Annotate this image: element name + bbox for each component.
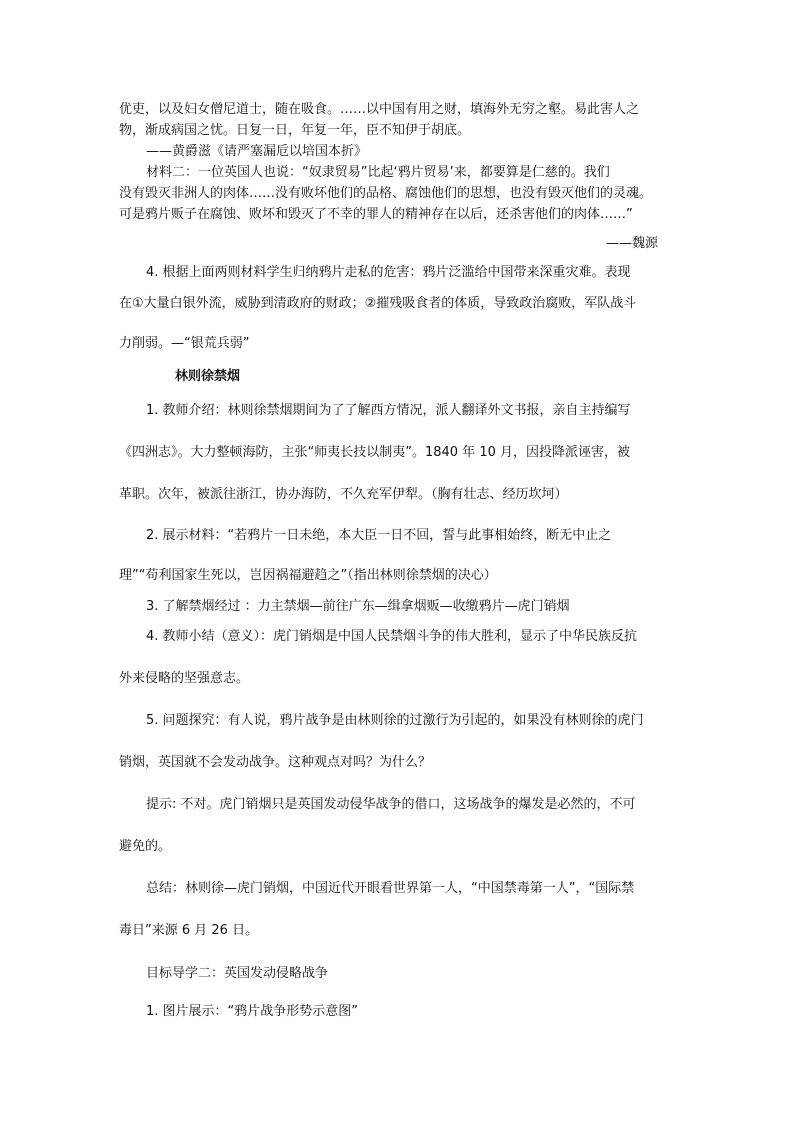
item-3-line-1: 3. 了解禁烟经过 ：力主禁烟—前往广东—缉拿烟贩—收缴鸦片—虎门销烟 xyxy=(146,599,570,614)
quote-1-line-2: 物，渐成病国之忧。日复一日，年复一年，臣不知伊于胡底。 xyxy=(119,123,471,138)
quote-1-source: ——黄爵滋《请严塞漏卮以培国本折》 xyxy=(146,144,368,159)
quote-2-line-2: 没有毁灭非洲人的肉体……没有败坏他们的品格、腐蚀他们的思想，也没有毁灭他们的灵魂。 xyxy=(119,186,653,201)
item-1-line-2: 《四洲志》。大力整顿海防，主张“师夷长技以制夷”。1840 年 10 月，因投降派诬害，被 xyxy=(119,445,630,460)
summary-line-1: 总结：林则徐—虎门销烟，中国近代开眼看世界第一人，“中国禁毒第一人”，“国际禁 xyxy=(146,881,635,896)
item-2-line-2: 理”“苟利国家生死以，岂因祸福避趋之”（指出林则徐禁烟的决心） xyxy=(119,568,497,583)
hint-line-1: 提示: 不对。虎门销烟只是英国发动侵华战争的借口，这场战争的爆发是必然的，不可 xyxy=(146,797,636,812)
quote-2-source: ——魏源 xyxy=(606,236,659,251)
section-heading: 林则徐禁烟 xyxy=(175,369,241,384)
item-2-line-1: 2. 展示材料：“若鸦片一日未绝，本大臣一日不回，誓与此事相始终，断无中止之 xyxy=(146,528,612,543)
point-4-line-2: 在①大量白银外流，威胁到清政府的财政；②摧残吸食者的体质，导致政治腐败，军队战斗 xyxy=(119,296,637,311)
item-5-line-1: 5. 问题探究：有人说，鸦片战争是由林则徐的过激行为引起的，如果没有林则徐的虎门 xyxy=(146,713,644,728)
target-2-heading: 目标导学二：英国发动侵略战争 xyxy=(146,966,329,981)
item-4-line-1: 4. 教师小结（意义）：虎门销烟是中国人民禁烟斗争的伟大胜利，显示了中华民族反抗 xyxy=(146,629,638,644)
point-4-line-3: 力削弱。—“银荒兵弱” xyxy=(119,336,250,351)
hint-line-2: 避免的。 xyxy=(119,839,172,854)
point-4-line-1: 4. 根据上面两则材料学生归纳鸦片走私的危害：鸦片泛滥给中国带来深重灾难。表现 xyxy=(146,265,631,280)
quote-2-line-1: 材料二：一位英国人也说：“奴隶贸易”比起‘鸦片贸易’来，都要算是仁慈的。我们 xyxy=(146,165,610,180)
item-1-line-1: 1. 教师介绍：林则徐禁烟期间为了了解西方情况，派人翻译外文书报，亲自主持编写 xyxy=(146,403,631,418)
item-5-line-2: 销烟，英国就不会发动战争。这种观点对吗？为什么？ xyxy=(119,755,432,770)
item-1-line-3: 革职。次年，被派往浙江，协办海防，不久充军伊犁。（胸有壮志、经历坎坷） xyxy=(119,487,568,502)
item-4-line-2: 外来侵略的坚强意志。 xyxy=(119,671,250,686)
quote-2-line-3: 可是鸦片贩子在腐蚀、败坏和毁灭了不幸的罪人的精神存在以后，还杀害他们的肉体……” xyxy=(119,207,633,222)
summary-line-2: 毒日”来源 6 月 26 日。 xyxy=(119,923,259,938)
target-2-item-1: 1. 图片展示：“鸦片战争形势示意图” xyxy=(146,1004,359,1019)
quote-1-line-1: 优吏，以及妇女僧尼道士，随在吸食。……以中国有用之财，填海外无穷之壑。易此害人之 xyxy=(119,102,640,117)
